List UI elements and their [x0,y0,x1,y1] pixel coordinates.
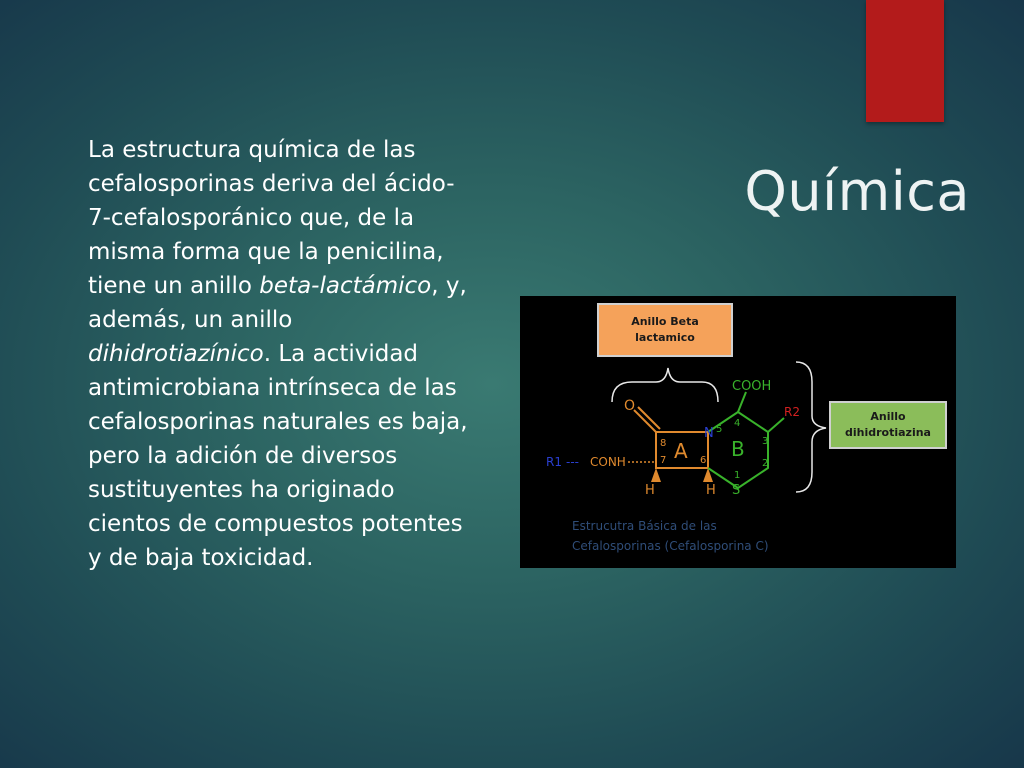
body-emphasis-dihidro: dihidrotiazínico [88,341,264,367]
label-box-beta [598,304,732,356]
num-8: 8 [660,438,667,449]
caption-line2: Cefalosporinas (Cefalosporina C) [572,539,769,553]
label-dihidro-line2: dihidrotiazina [845,426,931,439]
brace-right [796,362,826,492]
slide-title: Química [744,160,970,223]
label-box-dihidro [830,402,946,448]
ring-b-label: B [731,437,745,461]
num-2: 2 [762,458,769,469]
hydrogen-right: H [706,483,716,498]
num-3: 3 [762,436,769,447]
conh-group: CONH [590,455,626,469]
atom-nitrogen: N [704,426,714,441]
atom-oxygen: O [624,398,636,414]
num-4: 4 [734,418,741,429]
num-7: 7 [660,455,667,466]
cephalosporin-structure-figure [520,296,956,568]
num-1: 1 [734,470,741,481]
r1-bond: --- [566,455,579,469]
label-dihidro-line1: Anillo [870,410,906,423]
atom-sulfur: S [732,483,741,498]
body-text-part-3: . La actividad antimicrobiana intrínseca de las cefalosporinas naturales es baja, pero la adición de diversos sustituyentes ha originado cientos de compuestos potentes y de baja toxicidad. [88,341,468,571]
body-text-part-1: La estructura química de las cefalosporinas deriva del ácido-7-cefalosporánico que, de la misma forma que la penicilina, tiene un anillo [88,137,455,299]
r2-bond [768,418,784,432]
ring-a-label: A [674,439,688,463]
cooh-group: COOH [732,379,772,394]
brace-top [612,368,718,402]
body-paragraph [88,133,468,575]
num-6: 6 [700,455,707,466]
caption-line1: Estrucutra Básica de las [572,519,717,533]
num-5: 5 [716,424,723,435]
r2-group: R2 [784,405,800,419]
body-text-part-2: , y, además, un anillo [88,273,467,333]
label-beta-line1: Anillo Beta [631,315,699,328]
hydrogen-left: H [645,483,655,498]
r1-group: R1 [546,455,562,469]
cooh-bond [738,392,746,412]
accent-bar [866,0,944,122]
body-emphasis-beta: beta-lactámico [259,273,432,299]
wedge-h-left [651,468,661,482]
structure-diagram [520,296,956,568]
label-beta-line2: lactamico [635,331,695,344]
